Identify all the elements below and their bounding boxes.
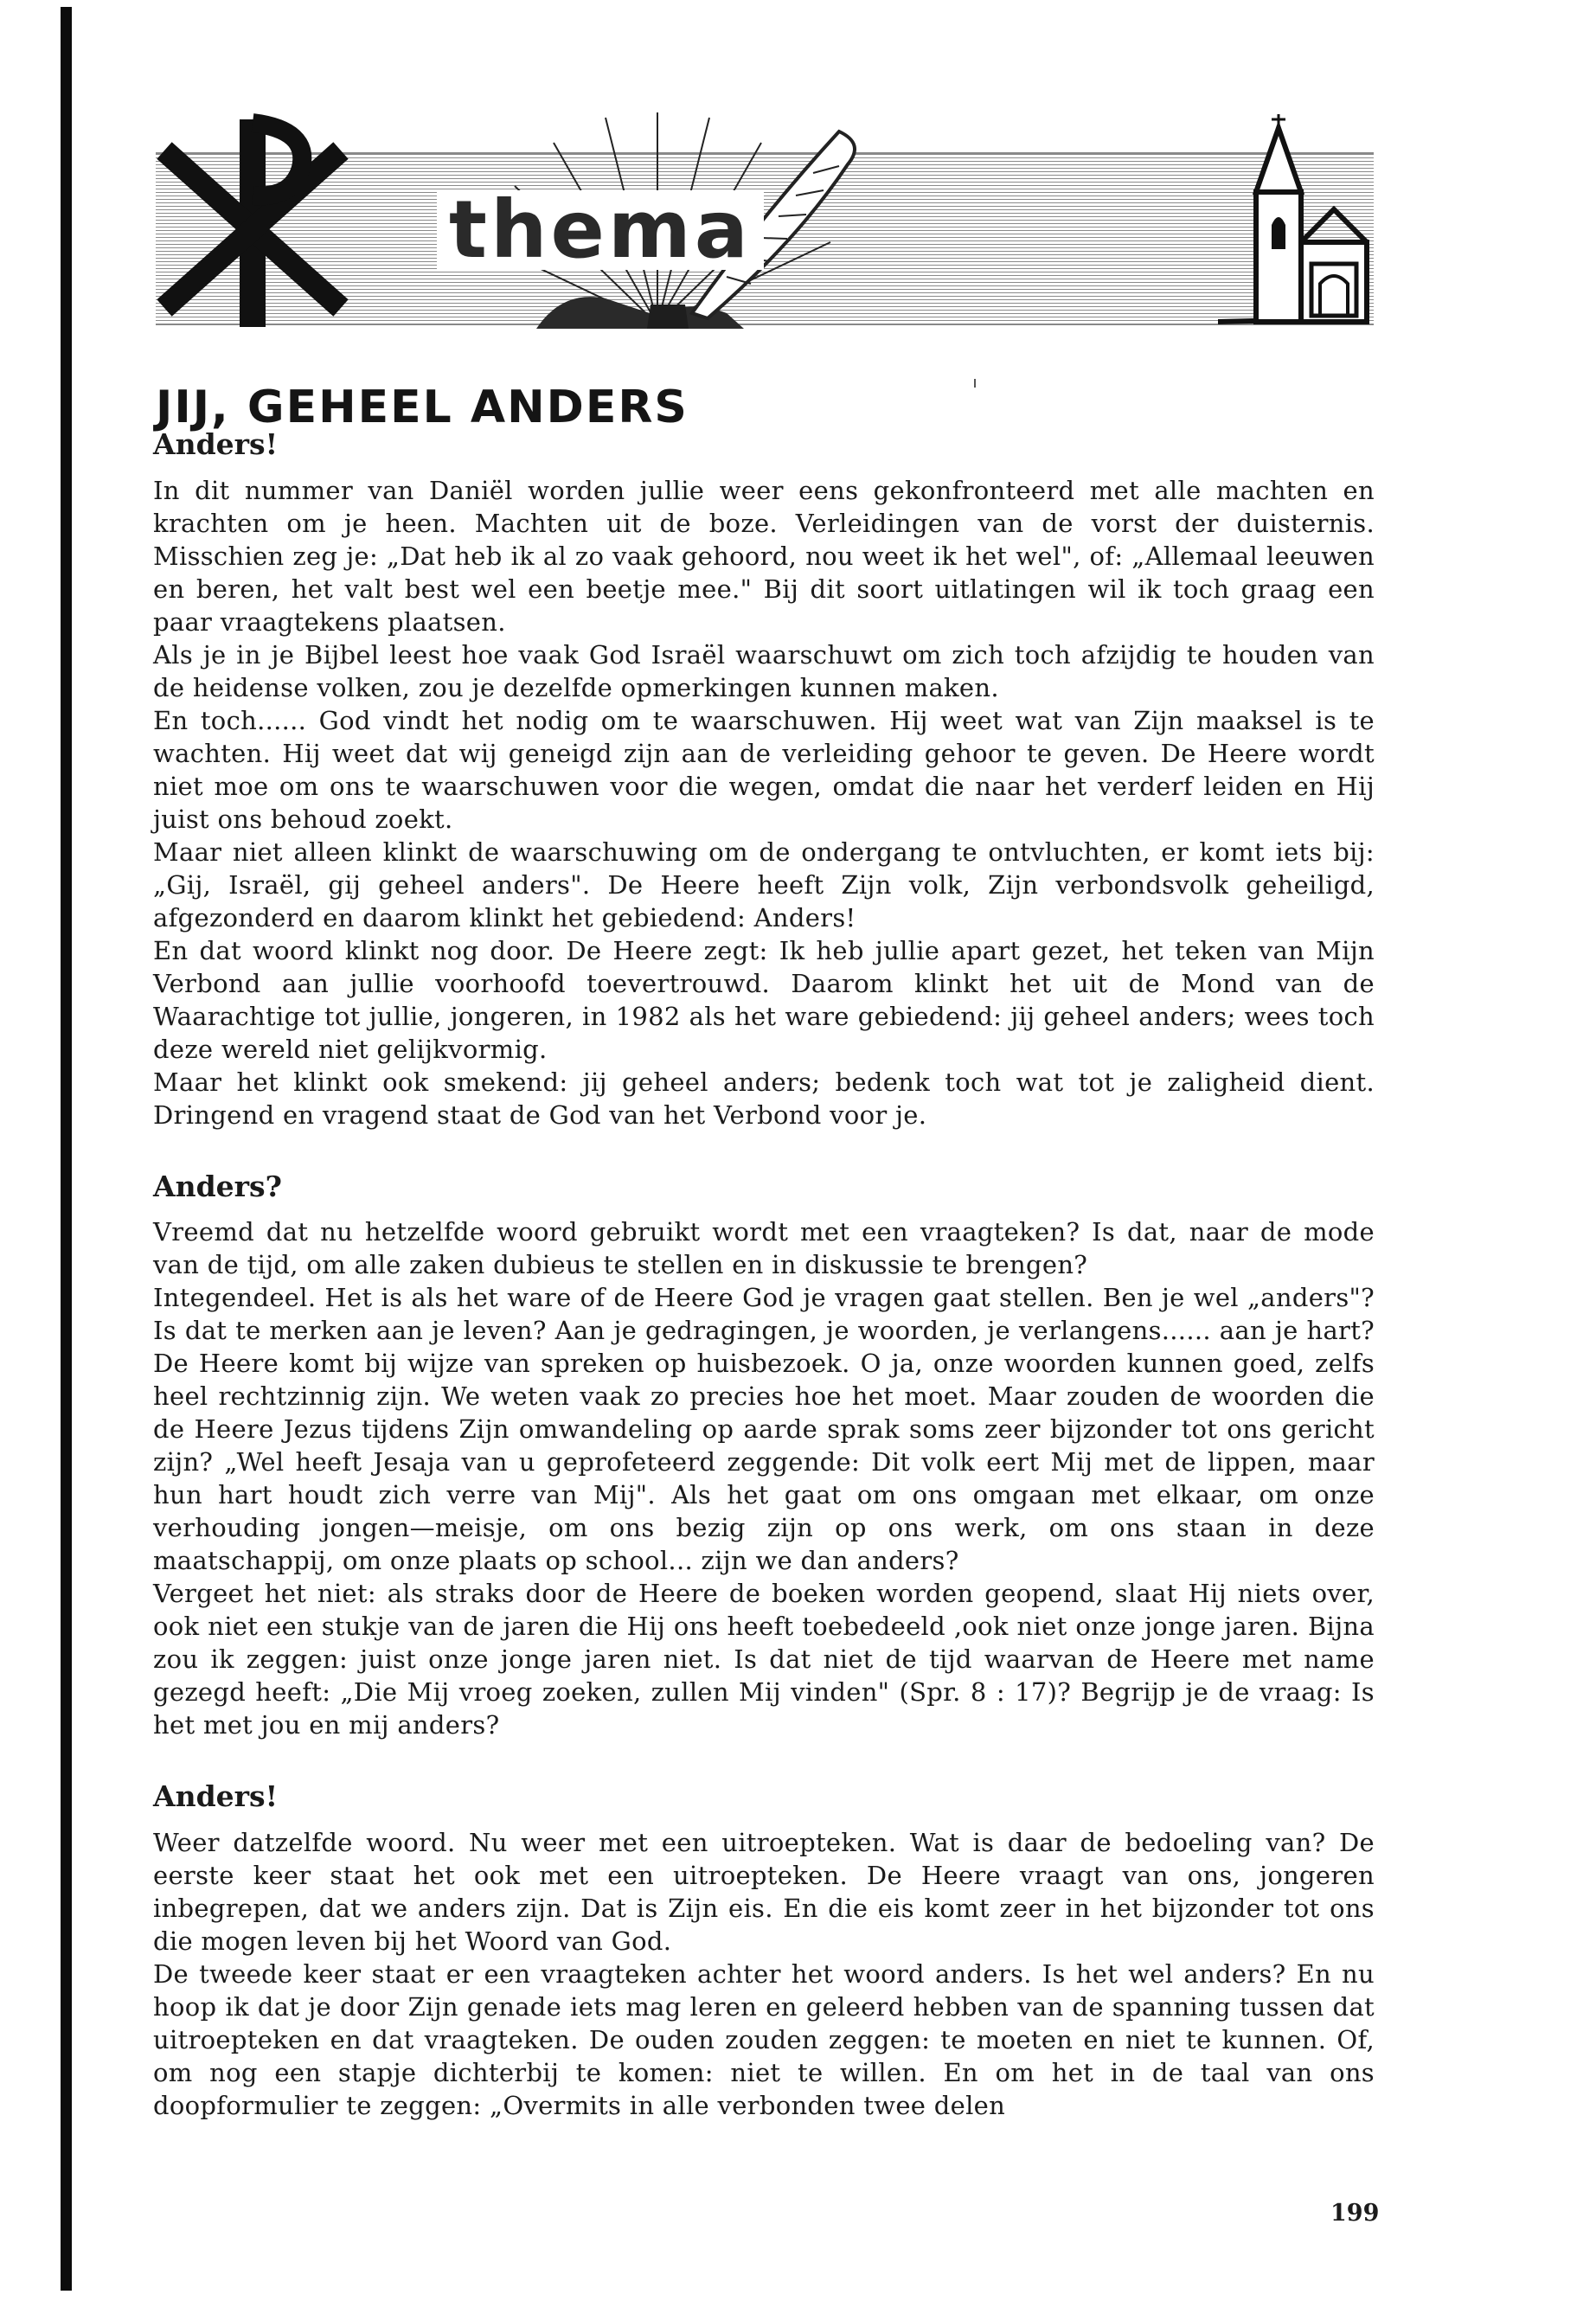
section-heading: Anders! xyxy=(153,427,279,461)
paragraph: Als je in je Bijbel leest hoe vaak God Israël waarschuwt om zich toch afzijdig te houden van de heidense volken, zou je dezelfde opmerkingen kunnen maken. xyxy=(153,639,1375,702)
section-anders-1 xyxy=(153,427,1375,1131)
page-number: 199 xyxy=(1330,2200,1380,2227)
paragraph: En dat woord klinkt nog door. De Heere zegt: Ik heb jullie apart gezet, het teken van Mijn Verbond aan jullie voorhoofd toevertrouwd. Daarom klinkt het uit de Mond van de Waarachtige tot jullie, jongeren, in 1982 als het ware gebiedend: jij geheel anders; wees toch deze wereld niet gelijkvormig. xyxy=(153,935,1375,1064)
church-icon xyxy=(1218,112,1374,330)
paragraph: Maar het klinkt ook smekend: jij geheel anders; bedenk toch wat tot je zaligheid dient. Dringend en vragend staat de God van het Verbond voor je. xyxy=(153,1067,1375,1130)
paragraph: Vreemd dat nu hetzelfde woord gebruikt wordt met een vraagteken? Is dat, naar de mode van de tijd, om alle zaken dubieus te stellen en in diskussie te brengen? xyxy=(153,1217,1375,1280)
section-heading: Anders? xyxy=(153,1169,282,1203)
paragraph: In dit nummer van Daniël worden jullie weer eens gekonfronteerd met alle machten en krachten om je heen. Machten uit de boze. Verleidingen van de vorst der duisternis. Misschien zeg je: „Dat heb ik al zo vaak gehoord, nou weet ik het wel", of: „Allemaal leeuwen en beren, het valt best wel een beetje mee." Bij dit soort uitlatingen wil ik toch graag een paar vraagtekens plaatsen. xyxy=(153,475,1375,637)
banner-title: thema xyxy=(437,190,764,270)
paragraph: En toch...... God vindt het nodig om te waarschuwen. Hij weet wat van Zijn maaksel is te wachten. Hij weet dat wij geneigd zijn aan de verleiding gehoor te geven. De Heere wordt niet moe om ons te waarschuwen voor die wegen, omdat die naar het verderf leiden en Hij juist ons behoud zoekt. xyxy=(153,705,1375,834)
paragraph: De tweede keer staat er een vraagteken achter het woord anders. Is het wel anders? En nu hoop ik dat je door Zijn genade iets mag leren en geleerd hebben van de spanning tussen dat uitroepteken en dat vraagteken. De ouden zouden zeggen: te moeten en niet te kunnen. Of, om nog een stapje dichterbij te komen: niet te willen. En om het in de taal van ons doopformulier te zeggen: „Overmits in alle verbonden twee delen xyxy=(153,1958,1375,2120)
section-anders-3 xyxy=(153,1779,1375,2122)
paragraph: Maar niet alleen klinkt de waarschuwing om de ondergang te ontvluchten, er komt iets bij: „Gij, Israël, gij geheel anders". De Heere heeft Zijn volk, Zijn verbondsvolk geheiligd, afgezonderd en daarom klinkt het gebiedend: Anders! xyxy=(153,836,1375,933)
paragraph: Weer datzelfde woord. Nu weer met een uitroepteken. Wat is daar de bedoeling van? De eerste keer staat het ook met een uitroepteken. De Heere vraagt van ons, jongeren inbegrepen, dat we anders zijn. Dat is Zijn eis. En die eis komt zeer in het bijzonder tot ons die mogen leven bij het Woord van God. xyxy=(153,1827,1375,1956)
section-heading: Anders! xyxy=(153,1779,279,1814)
page-title: JIJ, GEHEEL ANDERS xyxy=(156,381,689,433)
article-body xyxy=(153,427,1375,2122)
print-mark xyxy=(974,379,976,388)
thema-banner xyxy=(156,112,1374,330)
section-anders-2 xyxy=(153,1170,1375,1742)
paragraph: Vergeet het niet: als straks door de Heere de boeken worden geopend, slaat Hij niets over, ook niet een stukje van de jaren die Hij ons heeft toebedeeld ,ook niet onze jonge jaren. Bijna zou ik zeggen: juist onze jonge jaren niet. Is dat niet de tijd waarvan de Heere met name gezegd heeft: „Die Mij vroeg zoeken, zullen Mij vinden" (Spr. 8 : 17)? Begrijp je de vraag: Is het met jou en mij anders? xyxy=(153,1579,1375,1740)
paragraph: Integendeel. Het is als het ware of de Heere God je vragen gaat stellen. Ben je wel „anders"? Is dat te merken aan je leven? Aan je gedragingen, je woorden, je verlangens...... aan je hart? De Heere komt bij wijze van spreken op huisbezoek. O ja, onze woorden kunnen goed, zelfs heel rechtzinnig zijn. We weten vaak zo precies hoe het moet. Maar zouden de woorden die de Heere Jezus tijdens Zijn omwandeling op aarde sprak soms zeer bijzonder tot ons gericht zijn? „Wel heeft Jesaja van u geprofeteerd zeggende: Dit volk eert Mij met de lippen, maar hun hart houdt zich verre van Mij". Als het gaat om ons omgaan met elkaar, om onze verhouding jongen—meisje, om ons bezig zijn op ons werk, om ons staan in deze maatschappij, om onze plaats op school... zijn we dan anders? xyxy=(153,1283,1375,1576)
page-margin-bar xyxy=(61,7,72,2291)
chi-rho-icon xyxy=(156,112,355,330)
